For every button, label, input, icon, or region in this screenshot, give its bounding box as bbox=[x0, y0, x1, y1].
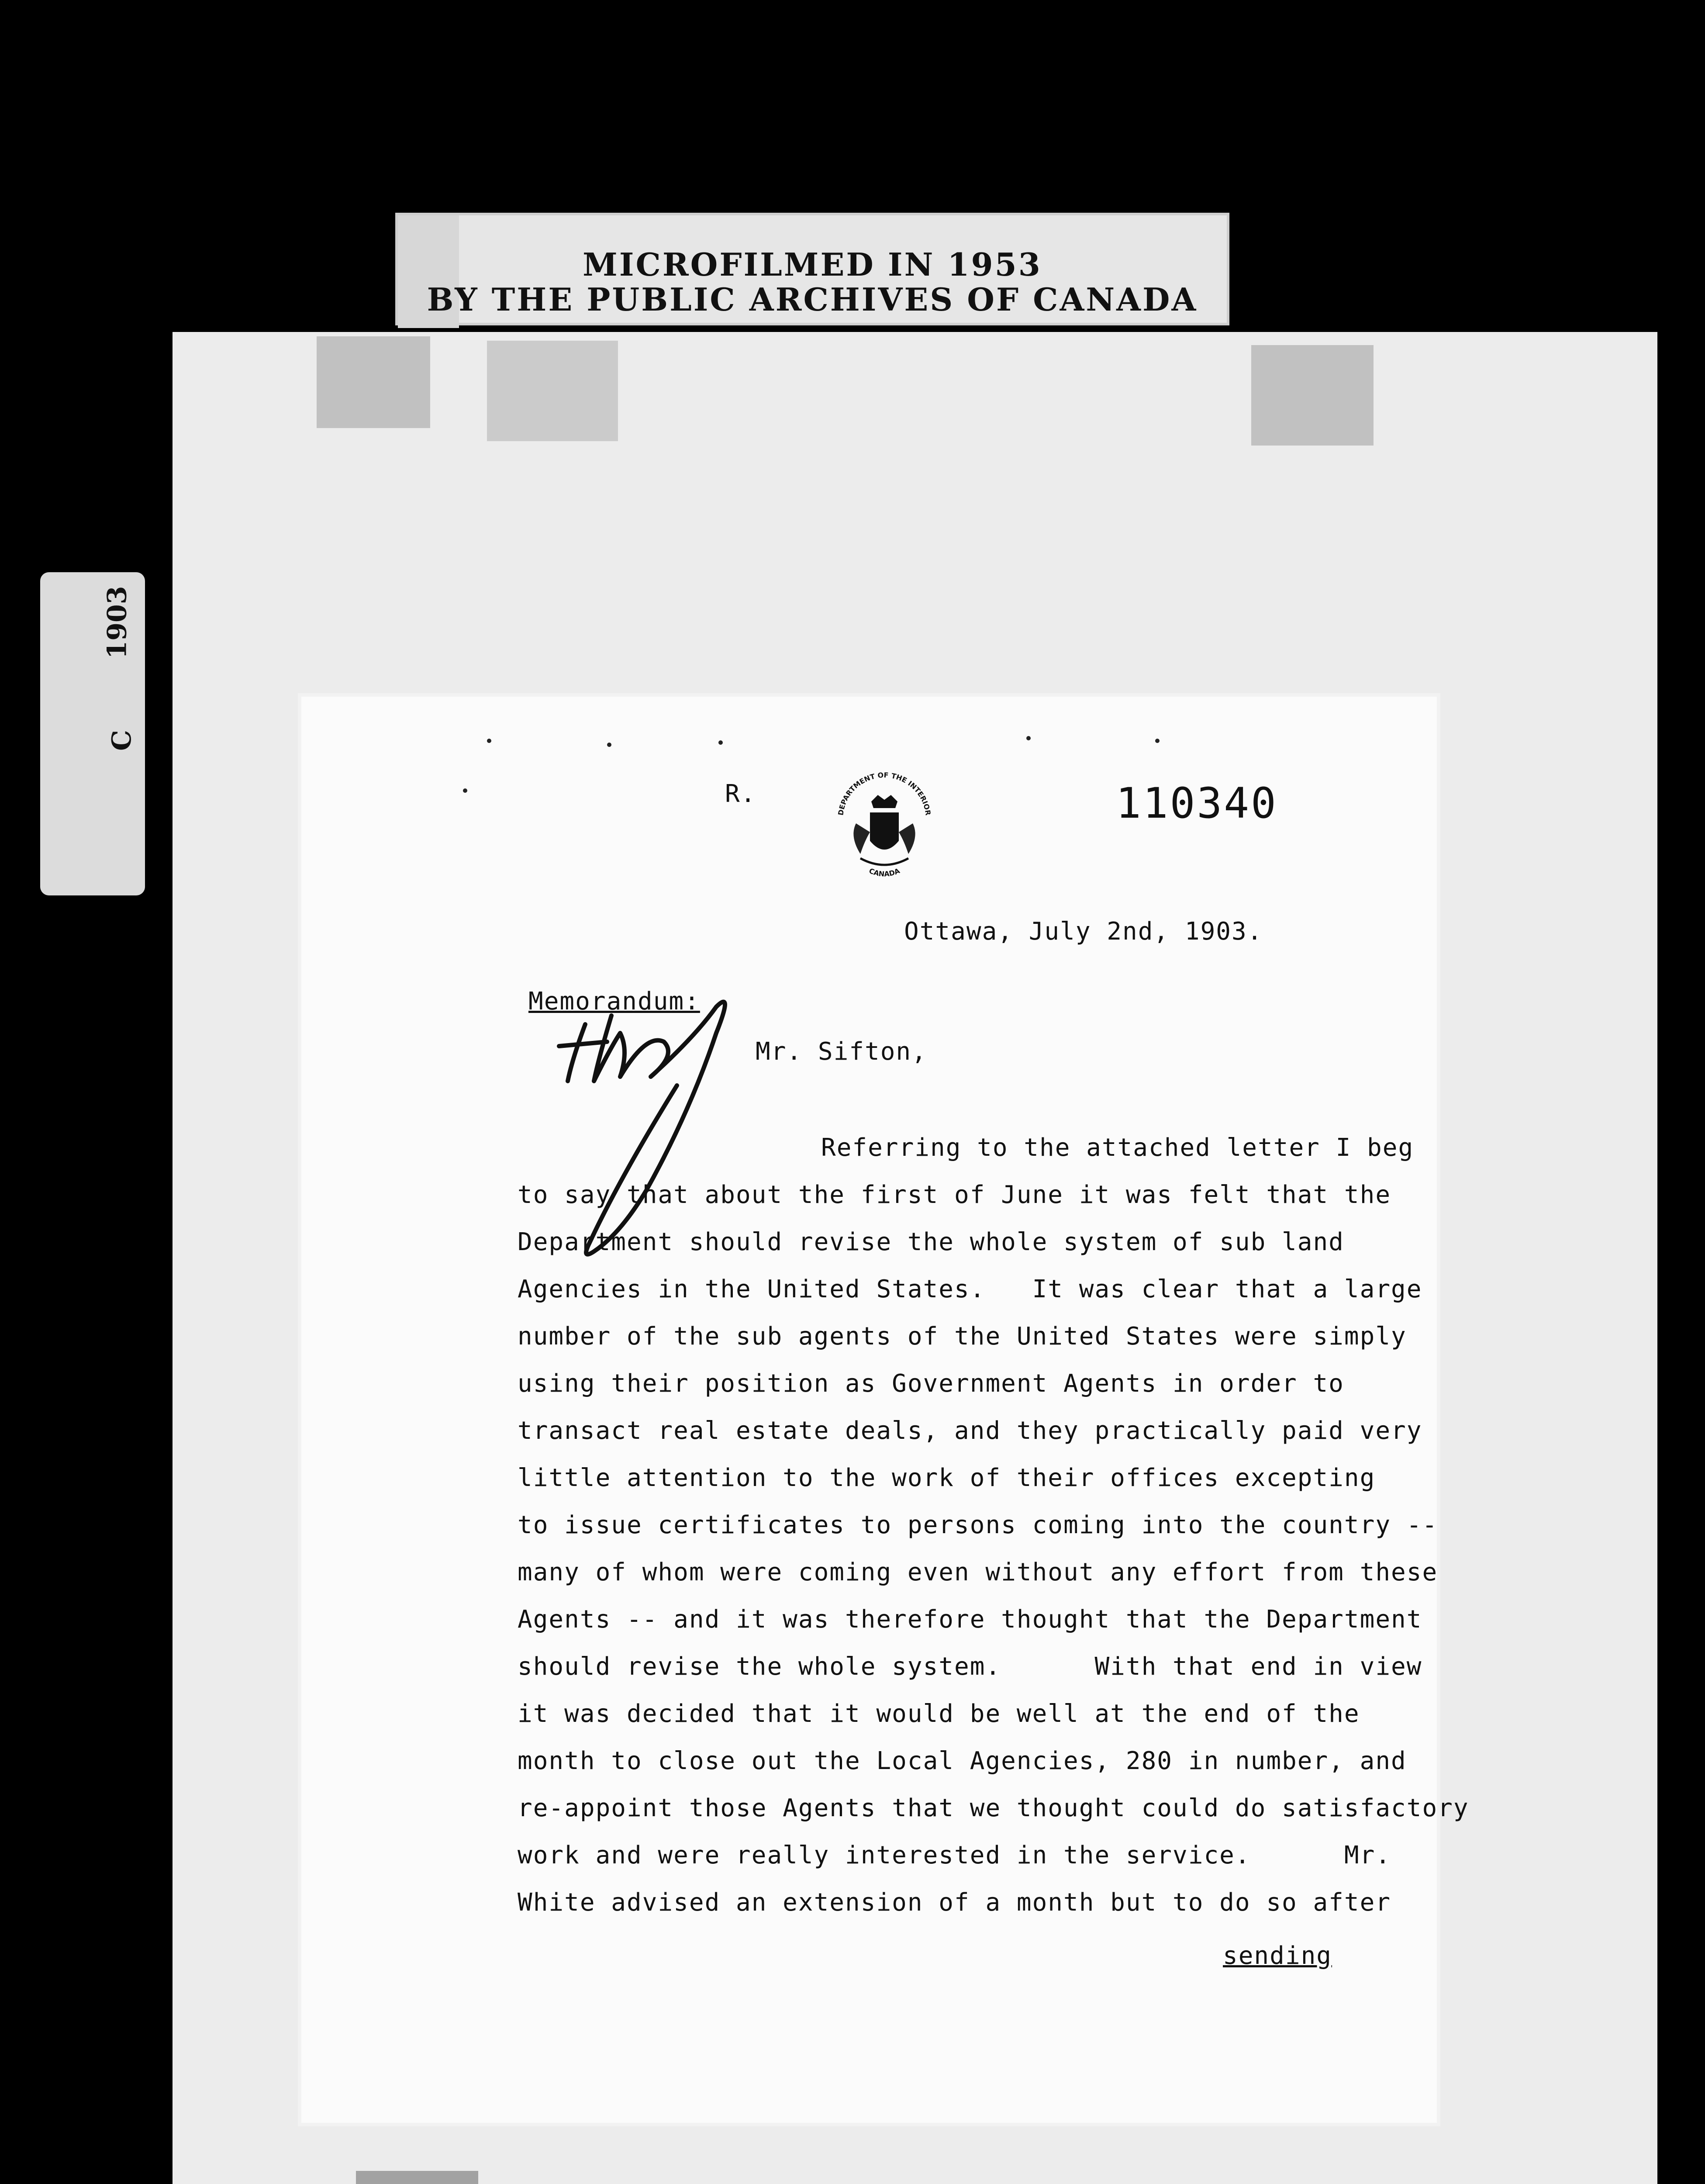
letter-page bbox=[301, 697, 1469, 2123]
tape-strip bbox=[1251, 345, 1374, 446]
memo-label: Memorandum: bbox=[528, 987, 700, 1016]
date-line: Ottawa, July 2nd, 1903. bbox=[904, 917, 1263, 946]
body-line: many of whom were coming even without any effort from these bbox=[518, 1558, 1438, 1586]
reel-letter: C bbox=[106, 730, 137, 751]
tape-strip bbox=[317, 336, 430, 428]
catchword: sending bbox=[1223, 1942, 1332, 1970]
body-line: it was decided that it would be well at the end of the bbox=[518, 1700, 1360, 1728]
body-line: Agencies in the United States. It was clear that a large bbox=[518, 1275, 1422, 1303]
body-line: work and were really interested in the service. Mr. bbox=[518, 1841, 1391, 1870]
addressee: Mr. Sifton, bbox=[756, 1037, 927, 1066]
tape-strip bbox=[356, 2171, 478, 2184]
handwritten-initials-signature bbox=[533, 981, 738, 1269]
punch-mark bbox=[1026, 736, 1031, 740]
body-line: to say that about the first of June it was felt that the bbox=[518, 1181, 1391, 1209]
body-line: little attention to the work of their offices excepting bbox=[518, 1464, 1376, 1492]
body-line: Department should revise the whole system of sub land bbox=[518, 1228, 1344, 1256]
svg-text:CANADA: CANADA bbox=[867, 866, 901, 878]
body-line: Agents -- and it was therefore thought that the Department bbox=[518, 1605, 1422, 1634]
department-crest-icon bbox=[830, 771, 939, 889]
file-number: 110340 bbox=[1116, 779, 1278, 828]
reel-year: 1903 bbox=[102, 586, 133, 659]
body-line: number of the sub agents of the United States were simply bbox=[518, 1322, 1407, 1351]
body-line: re-appoint those Agents that we thought could do satisfactory bbox=[518, 1794, 1469, 1822]
banner-line-2: BY THE PUBLIC ARCHIVES OF CANADA bbox=[427, 281, 1198, 318]
body-line: should revise the whole system. With that end in view bbox=[518, 1652, 1422, 1681]
punch-mark bbox=[607, 743, 611, 747]
banner-line-1: MICROFILMED IN 1953 bbox=[583, 246, 1042, 283]
svg-text:DEPARTMENT OF THE INTERIOR: DEPARTMENT OF THE INTERIOR bbox=[836, 771, 932, 816]
body-line: to issue certificates to persons coming into the country -- bbox=[518, 1511, 1438, 1539]
tape-strip bbox=[487, 341, 618, 441]
body-line: using their position as Government Agents in order to bbox=[518, 1369, 1344, 1398]
microfilm-banner bbox=[395, 213, 1229, 325]
initial-mark: R. bbox=[725, 780, 756, 808]
body-line: transact real estate deals, and they practically paid very bbox=[518, 1417, 1422, 1445]
body-line: Referring to the attached letter I beg bbox=[821, 1133, 1414, 1162]
punch-mark bbox=[1155, 739, 1160, 743]
punch-mark bbox=[718, 740, 723, 745]
body-line: White advised an extension of a month but to do so after bbox=[518, 1888, 1391, 1917]
body-line: month to close out the Local Agencies, 280 in number, and bbox=[518, 1747, 1407, 1775]
punch-mark bbox=[487, 739, 491, 743]
punch-mark bbox=[463, 788, 467, 793]
